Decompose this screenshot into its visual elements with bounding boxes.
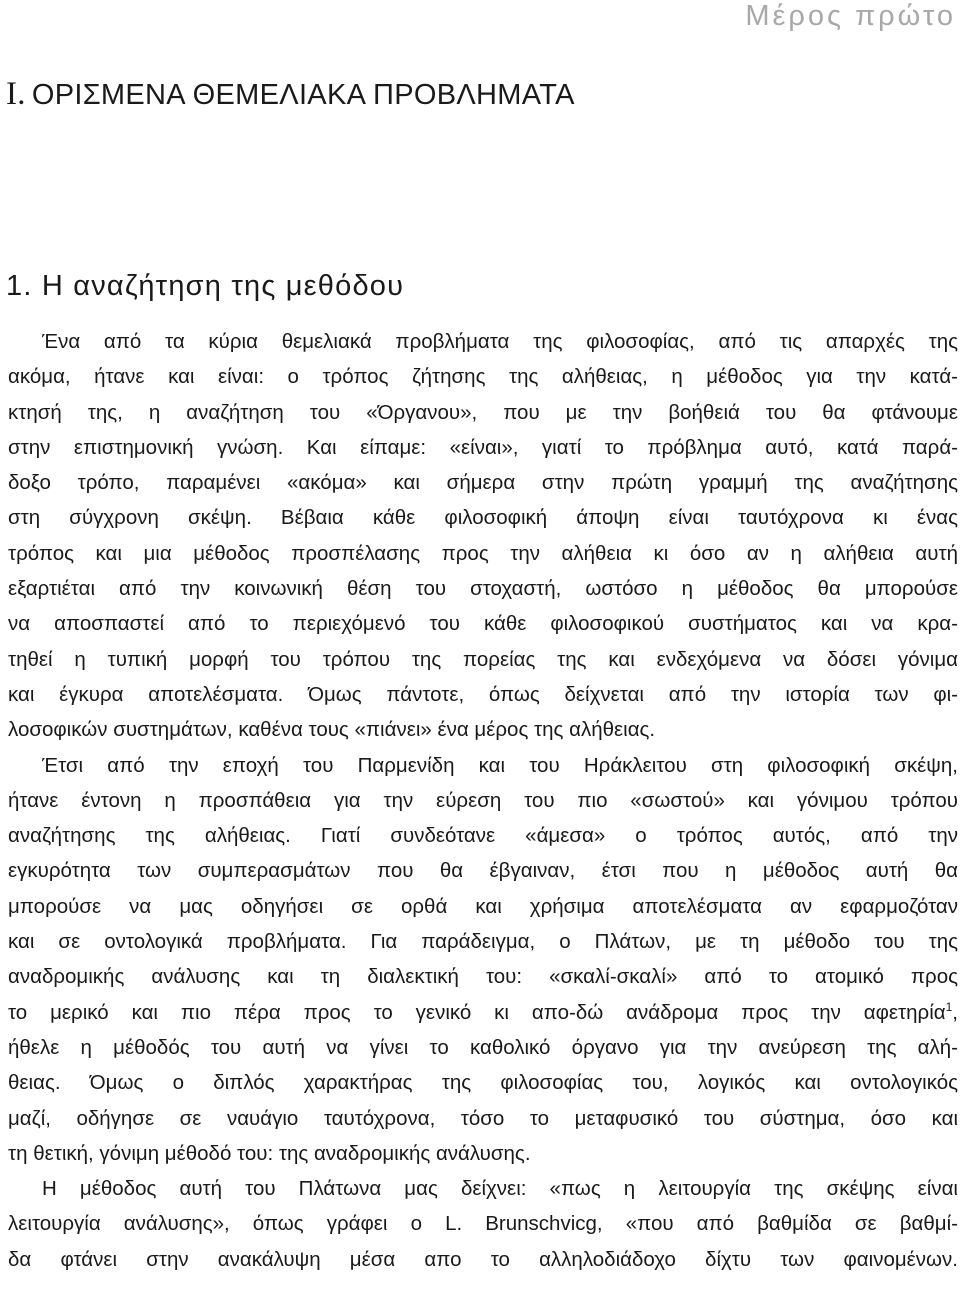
text-line: ακόμα, ήτανε και είναι: ο τρόπος ζήτησης της αλήθειας, η μέθοδος για την κατά-	[8, 365, 958, 389]
footnote-marker[interactable]: 1	[945, 999, 953, 1014]
text-line: στην επιστημονική γνώση. Και είπαμε: «είναι», γιατί το πρόβλημα αυτό, κατά παρά-	[8, 435, 958, 459]
footnote-suffix: ,	[952, 1000, 958, 1024]
text-line: αναδρομικής ανάλυσης και τη διαλεκτική του: «σκαλί-σκαλί» από το ατομικό προς	[8, 965, 958, 989]
body-text	[8, 324, 958, 1277]
text-line: στη σύγχρονη σκέψη. Βέβαια κάθε φιλοσοφική άποψη είναι ταυτόχρονα κι ένας	[8, 506, 958, 530]
text-line: ήτανε έντονη η προσπάθεια για την εύρεση του πιο «σωστού» και γόνιμου τρόπου	[8, 788, 958, 812]
section-title: 1. Η αναζήτηση της μεθόδου	[6, 270, 405, 302]
text-line: Ένα από τα κύρια θεμελιακά προβλήματα της φιλοσοφίας, από τις απαρχές της	[42, 330, 958, 353]
text-line: δα φτάνει στην ανακάλυψη μέσα απο το αλληλοδιάδοχο δίχτυ των φαινομένων.	[8, 1247, 958, 1271]
text-line: τηθεί η τυπική μορφή του τρόπου της πορείας της και ενδεχόμενα να δόσει γόνιμα	[8, 647, 958, 671]
text-line: λοσοφικών συστημάτων, καθένα τους «πιάνει» ένα μέρος της αλήθειας.	[8, 718, 656, 742]
text-line: ήθελε η μέθοδός του αυτή να γίνει το καθολικό όργανο για την ανεύρεση της αλή-	[8, 1035, 958, 1059]
text-line: Η μέθοδος αυτή του Πλάτωνα μας δείχνει: «πως η λειτουργία της σκέψης είναι	[42, 1177, 958, 1201]
part-numeral: I.	[6, 76, 26, 112]
text-line: και σε οντολογικά προβλήματα. Για παράδειγμα, ο Πλάτων, με τη μέθοδο του της	[8, 930, 958, 954]
text-line: μπορούσε να μας οδηγήσει σε ορθά και χρήσιμα αποτελέσματα αν εφαρμοζόταν	[8, 894, 958, 918]
text-line: τρόπος και μια μέθοδος προσπέλασης προς την αλήθεια κι όσο αν η αλήθεια αυτή	[8, 541, 958, 565]
text-line: να αποσπαστεί από το περιεχόμενό του κάθε φιλοσοφικού συστήματος και να κρα-	[8, 612, 958, 636]
text-line-body: το μερικό και πιο πέρα προς το γενικό κι απο-δώ ανάδρομα προς την αφετηρία	[8, 1000, 946, 1024]
text-line: λειτουργία ανάλυσης», όπως γράφει ο L. Brunschvicg, «που από βαθμίδα σε βαθμί-	[8, 1212, 958, 1236]
part-title	[6, 76, 575, 113]
text-line: εγκυρότητα των συμπερασμάτων που θα έβγαιναν, έτσι που η μέθοδος αυτή θα	[8, 859, 958, 883]
running-header: Μέρος πρώτο	[745, 0, 956, 32]
text-line-with-footnote	[8, 995, 958, 1030]
part-title-text: ΟΡΙΣΜΕΝΑ ΘΕΜΕΛΙΑΚΑ ΠΡΟΒΛΗΜΑΤΑ	[31, 79, 575, 111]
text-line: κτησή της, η αναζήτηση του «Όργανου», που με την βοήθειά του θα φτάνουμε	[8, 400, 958, 424]
text-line: Έτσι από την εποχή του Παρμενίδη και του Ηράκλειτου στη φιλοσοφική σκέψη,	[42, 753, 958, 777]
text-line: δοξο τρόπο, παραμένει «ακόμα» και σήμερα στην πρώτη γραμμή της αναζήτησης	[8, 471, 958, 495]
text-line: τη θετική, γόνιμη μέθοδό του: της αναδρομικής ανάλυσης.	[8, 1141, 531, 1165]
text-line: εξαρτιέται από την κοινωνική θέση του στοχαστή, ωστόσο η μέθοδος θα μπορούσε	[8, 577, 958, 601]
text-line: μαζί, οδήγησε σε ναυάγιο ταυτόχρονα, τόσο το μεταφυσικό του σύστημα, όσο και	[8, 1106, 958, 1130]
text-line: και έγκυρα αποτελέσματα. Όμως πάντοτε, όπως δείχνεται από την ιστορία των φι-	[8, 682, 958, 706]
text-line: θειας. Όμως ο διπλός χαρακτήρας της φιλοσοφίας του, λογικός και οντολογικός	[8, 1071, 958, 1095]
text-line: αναζήτησης της αλήθειας. Γιατί συνδεότανε «άμεσα» ο τρόπος αυτός, από την	[8, 824, 958, 848]
